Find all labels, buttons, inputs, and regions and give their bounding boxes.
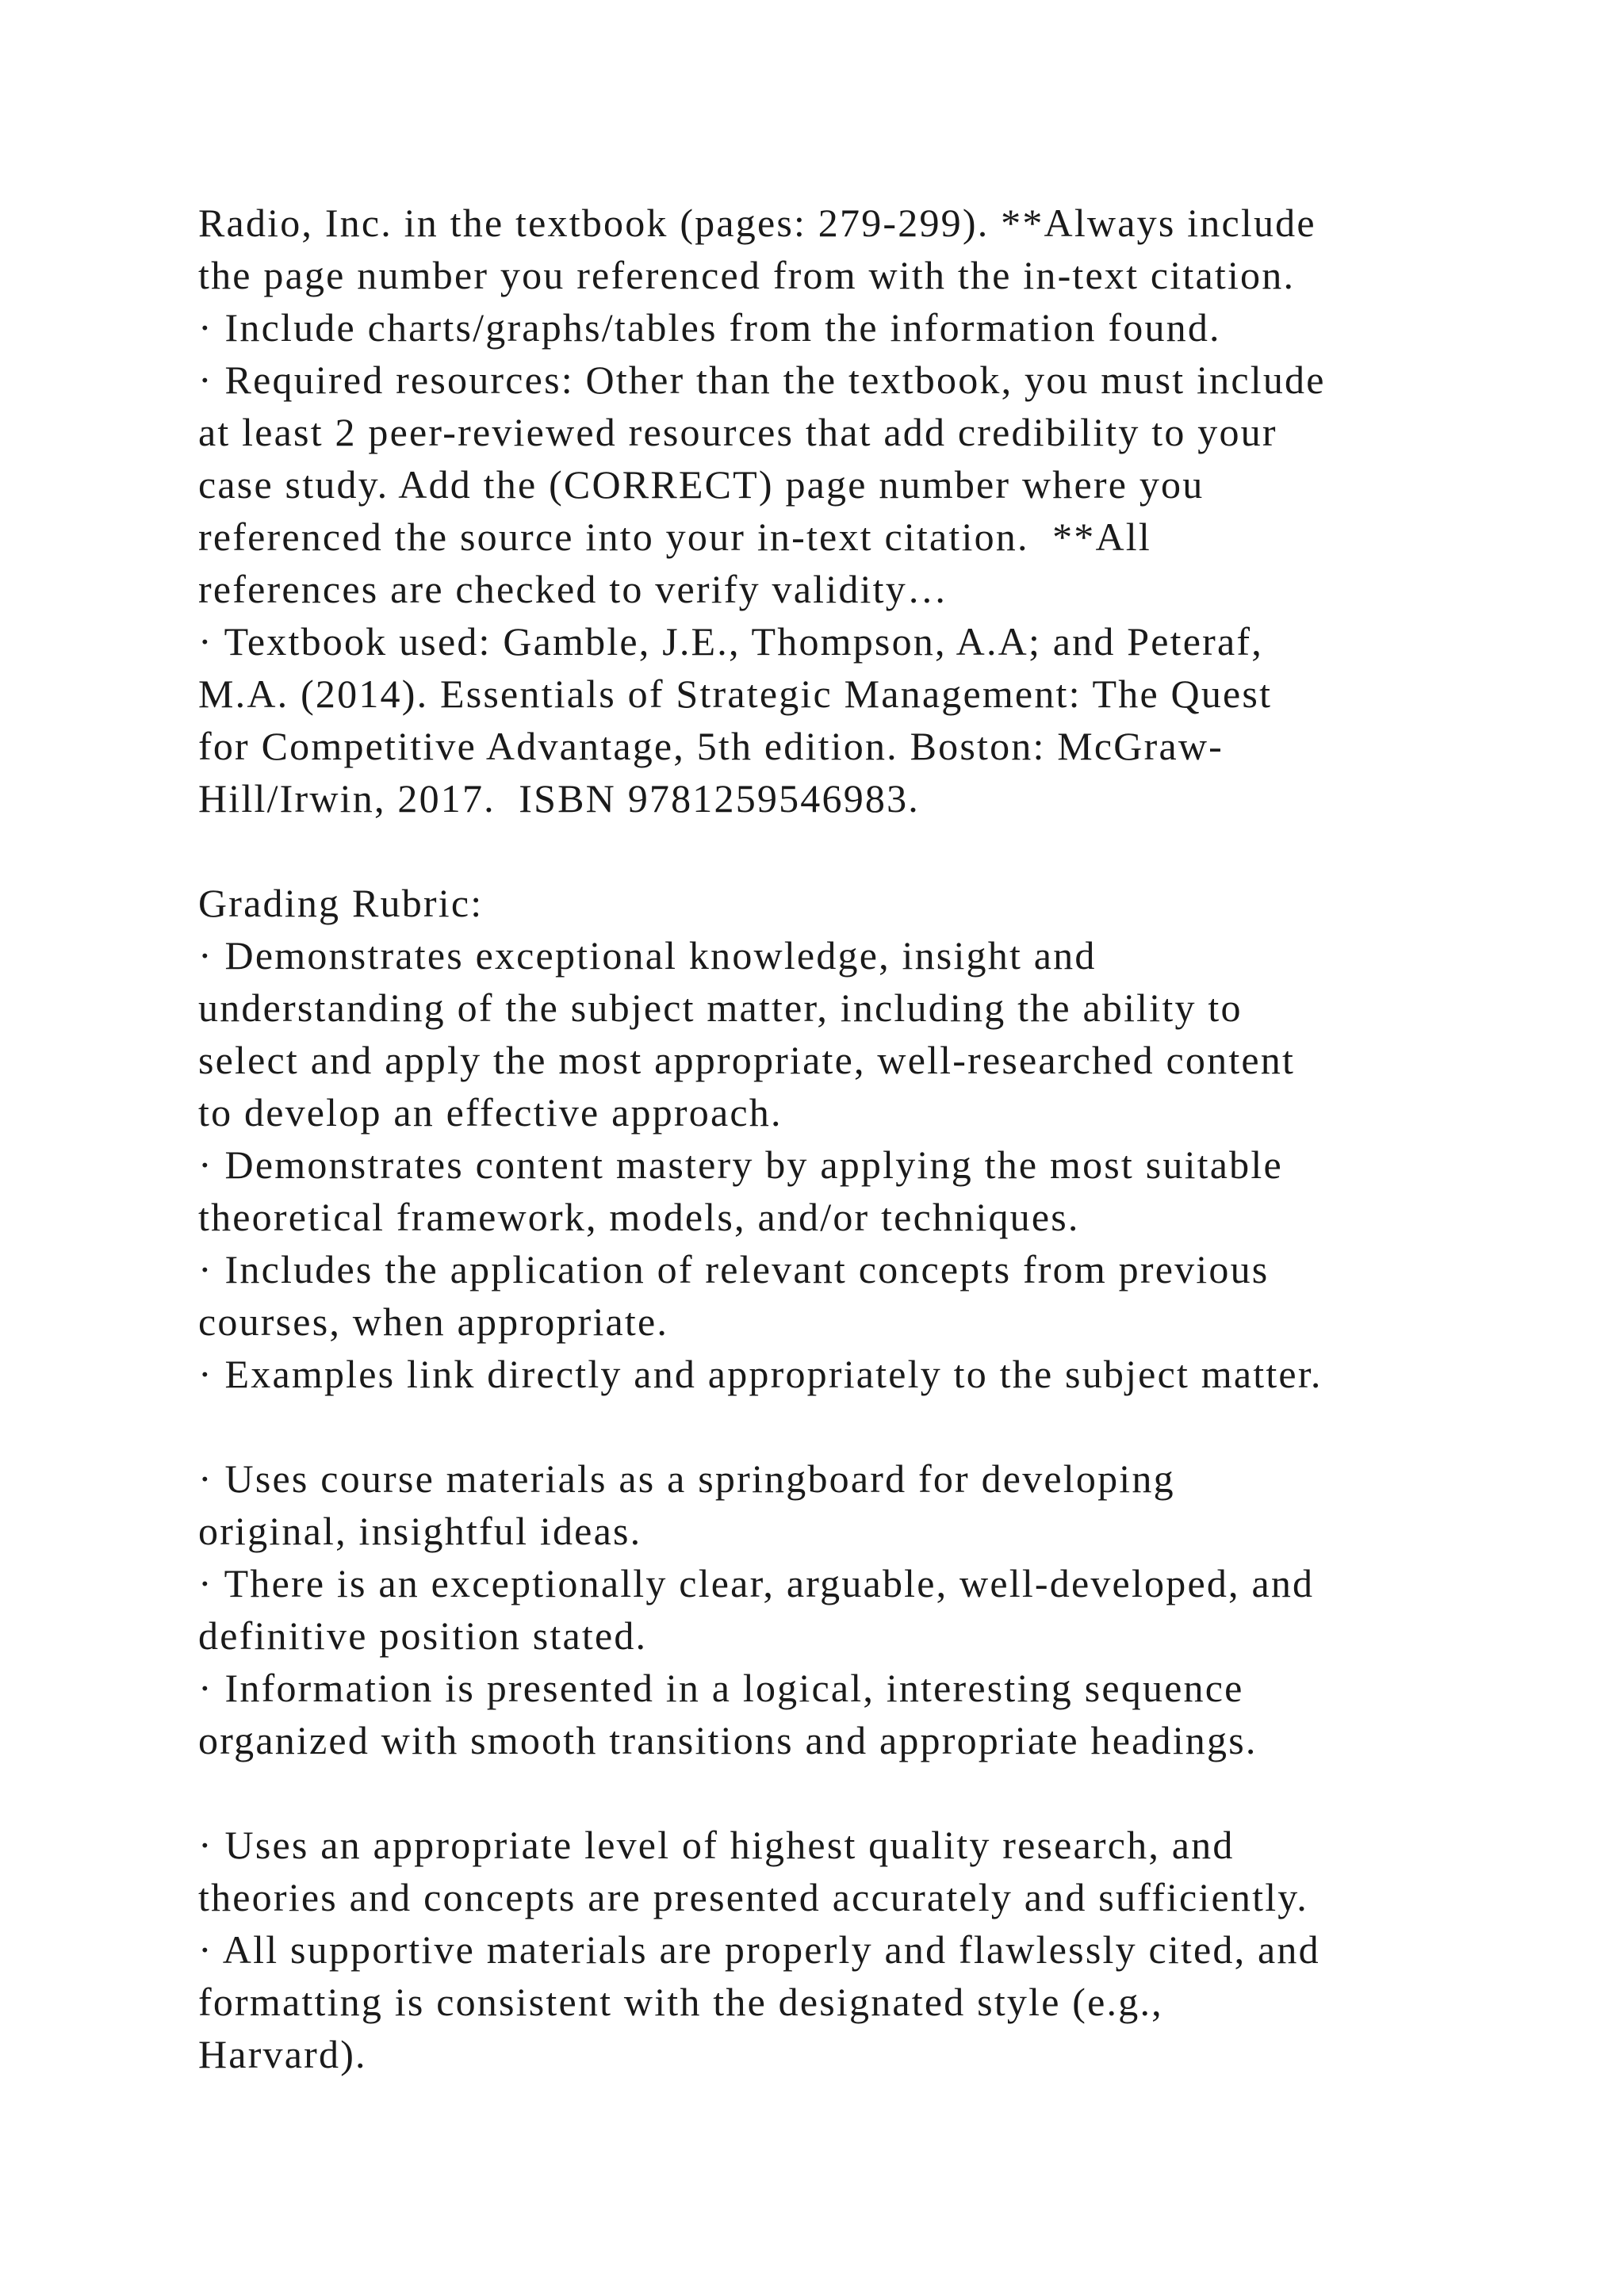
section-heading: Grading Rubric: <box>198 881 484 925</box>
bullet-item: · Include charts/graphs/tables from the information found. <box>198 305 1221 350</box>
blank-line <box>198 825 1562 877</box>
bullet-item: · Examples link directly and appropriately to the subject matter. <box>198 1352 1323 1396</box>
bullet-item: · Demonstrates exceptional knowledge, insight and <box>198 933 1097 978</box>
document-body <box>198 197 1562 2080</box>
bullet-item: · Required resources: Other than the textbook, you must include <box>198 358 1326 402</box>
text-line: case study. Add the (CORRECT) page number where you <box>198 462 1205 507</box>
text-line: Radio, Inc. in the textbook (pages: 279-299). **Always include <box>198 201 1316 245</box>
blank-line <box>198 1766 1562 1819</box>
text-line: theories and concepts are presented accurately and sufficiently. <box>198 1875 1308 1919</box>
bullet-item: · Includes the application of relevant concepts from previous <box>198 1247 1270 1292</box>
bullet-item: · Demonstrates content mastery by applying the most suitable <box>198 1142 1283 1187</box>
text-line: references are checked to verify validity… <box>198 567 949 611</box>
bullet-item: · Textbook used: Gamble, J.E., Thompson, A.A; and Peteraf, <box>198 619 1263 664</box>
bullet-item: · Uses an appropriate level of highest quality research, and <box>198 1823 1235 1867</box>
text-line: the page number you referenced from with the in-text citation. <box>198 253 1296 297</box>
bullet-item: · Uses course materials as a springboard for developing <box>198 1456 1175 1501</box>
text-line: referenced the source into your in-text citation. **All <box>198 515 1151 559</box>
bullet-item: · Information is presented in a logical, interesting sequence <box>198 1666 1244 1710</box>
text-line: organized with smooth transitions and appropriate headings. <box>198 1718 1258 1762</box>
text-line: definitive position stated. <box>198 1613 648 1658</box>
blank-line <box>198 1400 1562 1452</box>
text-line: understanding of the subject matter, including the ability to <box>198 985 1243 1030</box>
text-line: for Competitive Advantage, 5th edition. Boston: McGraw- <box>198 724 1224 768</box>
text-line: M.A. (2014). Essentials of Strategic Management: The Quest <box>198 672 1273 716</box>
text-line: original, insightful ideas. <box>198 1509 642 1553</box>
text-line: to develop an effective approach. <box>198 1090 783 1135</box>
text-line: select and apply the most appropriate, well-researched content <box>198 1038 1296 1082</box>
bullet-item: · All supportive materials are properly and flawlessly cited, and <box>198 1927 1320 1972</box>
text-line: Hill/Irwin, 2017. ISBN 9781259546983. <box>198 776 920 821</box>
bullet-item: · There is an exceptionally clear, arguable, well-developed, and <box>198 1561 1315 1605</box>
text-line: Harvard). <box>198 2032 367 2076</box>
text-line: formatting is consistent with the designated style (e.g., <box>198 1980 1163 2024</box>
text-line: theoretical framework, models, and/or techniques. <box>198 1195 1080 1239</box>
text-line: at least 2 peer-reviewed resources that add credibility to your <box>198 410 1277 454</box>
text-line: courses, when appropriate. <box>198 1299 669 1344</box>
